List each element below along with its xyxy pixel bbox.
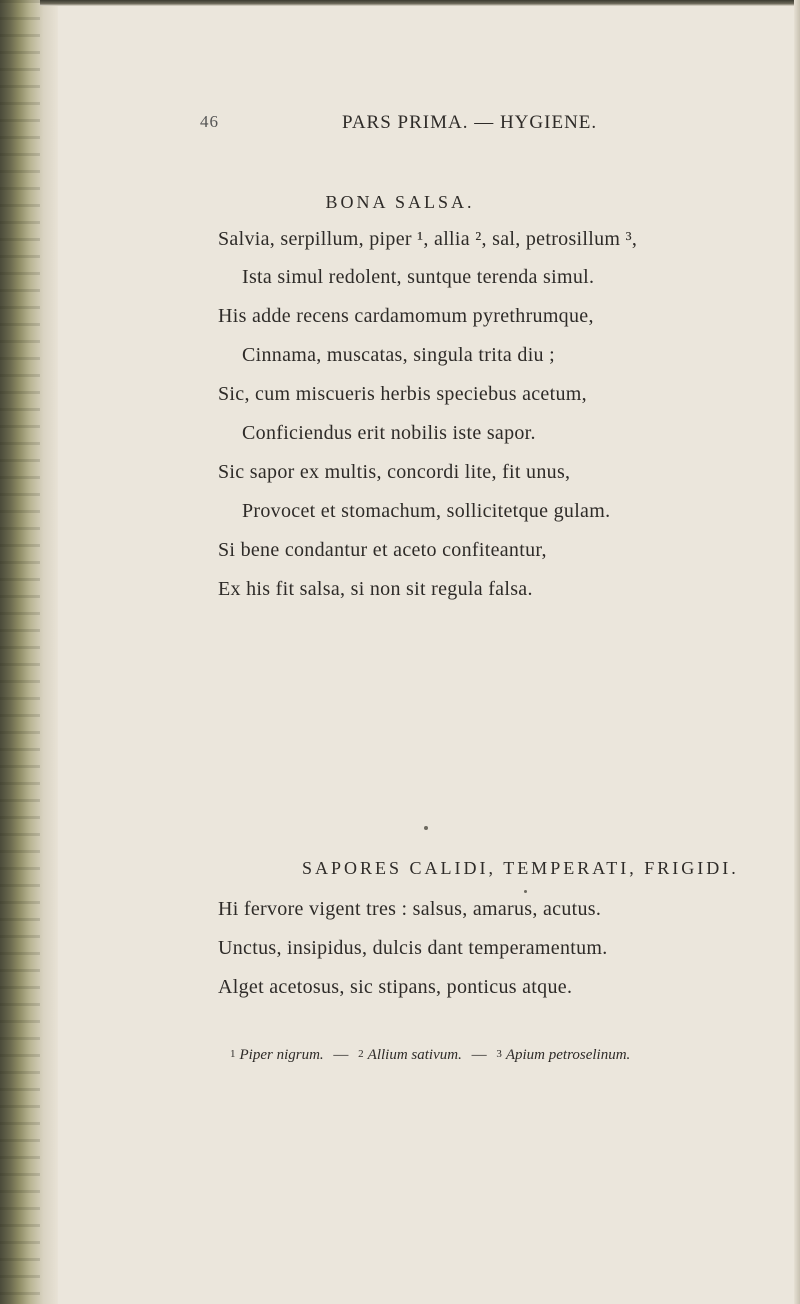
verse-line: Provocet et stomachum, sollicitetque gulam. bbox=[242, 500, 611, 522]
footnote-text: Piper nigrum. bbox=[239, 1047, 324, 1063]
running-head: PARS PRIMA. — HYGIENE. bbox=[342, 112, 598, 133]
ink-speck bbox=[524, 890, 527, 893]
footnote-separator: — bbox=[471, 1047, 487, 1063]
section-title-sapores: SAPORES CALIDI, TEMPERATI, FRIGIDI. bbox=[302, 858, 739, 878]
verse-line: Sic sapor ex multis, concordi lite, fit unus, bbox=[218, 461, 571, 483]
footnote-text: Allium sativum. bbox=[367, 1047, 462, 1063]
footnote-number: 2 bbox=[358, 1048, 364, 1060]
verse-line: Sic, cum miscueris herbis speciebus acetum, bbox=[218, 383, 587, 405]
footnotes bbox=[230, 1047, 630, 1064]
page-header bbox=[200, 112, 760, 146]
verse-line: Unctus, insipidus, dulcis dant temperamentum. bbox=[218, 937, 608, 959]
footnote-number: 3 bbox=[496, 1048, 502, 1060]
section-title-bona-salsa: BONA SALSA. bbox=[325, 192, 475, 212]
verse-line: Conficiendus erit nobilis iste sapor. bbox=[242, 422, 536, 444]
verse-line: Cinnama, muscatas, singula trita diu ; bbox=[242, 344, 556, 366]
verse-line: His adde recens cardamomum pyrethrumque, bbox=[218, 305, 594, 327]
verse-line: Si bene condantur et aceto confiteantur, bbox=[218, 539, 547, 561]
footnote-separator: — bbox=[333, 1047, 349, 1063]
verse-line: Ex his fit salsa, si non sit regula falsa. bbox=[218, 578, 533, 600]
verse-line: Salvia, serpillum, piper ¹, allia ², sal, petrosillum ³, bbox=[218, 228, 638, 250]
verse-line: Alget acetosus, sic stipans, ponticus atque. bbox=[218, 976, 573, 998]
verse-line: Ista simul redolent, suntque terenda simul. bbox=[242, 266, 595, 288]
page-number: 46 bbox=[200, 112, 219, 131]
footnote-number: 1 bbox=[230, 1048, 236, 1060]
ink-speck bbox=[424, 826, 428, 830]
verse-line: Hi fervore vigent tres : salsus, amarus, acutus. bbox=[218, 898, 602, 920]
footnote-text: Apium petroselinum. bbox=[505, 1047, 631, 1063]
